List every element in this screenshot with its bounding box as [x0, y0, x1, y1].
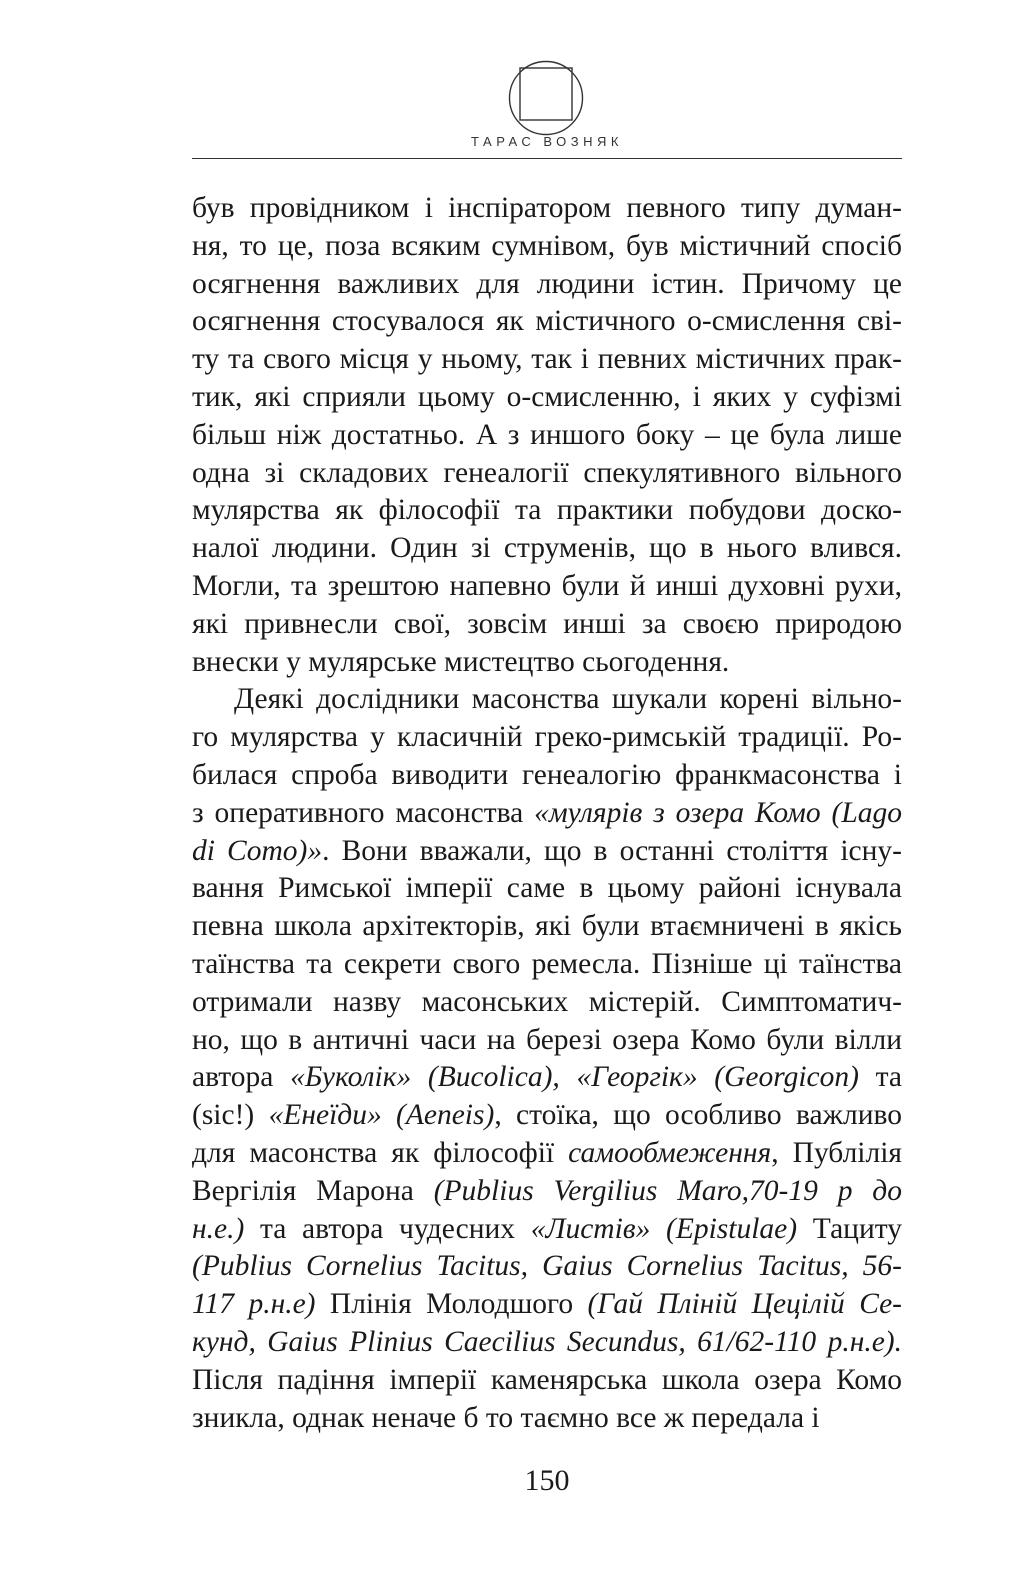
text-line: [192, 1097, 902, 1135]
italic-text-segment: «Буколік» (Bucolica), «Георгік» (Georgicon): [290, 1061, 859, 1094]
italic-text-segment: кунд, Gaius Plinius Caecilius Secundus, 61/62-110 р.н.е).: [192, 1325, 902, 1358]
text-segment: мулярства як філософії та практики побудови доско-: [192, 494, 902, 527]
italic-text-segment: di Como)»: [192, 834, 323, 867]
text-segment: осягнення важливих для людини істин. Причому це: [192, 267, 902, 300]
text-segment: внески у мулярське мистецтво сьогодення.: [192, 645, 730, 678]
text-segment: Деякі дослідники масонства шукали корені вільно-: [234, 683, 902, 716]
text-segment: та автора чудесних: [244, 1212, 531, 1245]
text-line: [192, 455, 902, 493]
text-segment: Після падіння імперії каменярська школа озера Комо: [192, 1363, 902, 1396]
page-number: 150: [524, 1464, 570, 1497]
text-line: [192, 1400, 902, 1438]
text-line: [192, 303, 902, 341]
text-line: [192, 757, 902, 795]
italic-text-segment: (Publius Cornelius Tacitus, Gaius Cornelius Tacitus, 56-: [192, 1250, 902, 1283]
text-segment: Плінія Молодшого: [315, 1288, 588, 1321]
text-line: [192, 1173, 902, 1211]
text-line: [192, 417, 902, 455]
text-line: [192, 946, 902, 984]
text-segment: та: [858, 1061, 902, 1094]
text-segment: налої людини. Один зі струменів, що в нього влився.: [192, 532, 902, 565]
text-segment: ня, то це, поза всяким сумнівом, був містичний спосіб: [192, 229, 902, 262]
text-segment: Вергілія Марона: [192, 1174, 434, 1207]
text-segment: билася спроба виводити генеалогію франкмасонства і: [192, 758, 902, 791]
text-line: [192, 228, 902, 266]
text-line: [192, 379, 902, 417]
text-segment: , стоїка, що особливо важливо: [494, 1099, 902, 1132]
text-segment: го мулярства у класичній греко-римській традиції. Ро-: [192, 721, 902, 754]
italic-text-segment: (Publius Vergilius Maro,70-19 р до: [433, 1174, 902, 1207]
text-line: [192, 530, 902, 568]
text-line: [192, 644, 902, 682]
text-line: [192, 1135, 902, 1173]
text-line: [192, 1022, 902, 1060]
italic-text-segment: «Енеїди» (Aeneis): [268, 1099, 495, 1132]
text-line: [192, 341, 902, 379]
text-segment: вання Римської імперії саме в цьому районі існувала: [192, 872, 902, 905]
italic-text-segment: н.е.): [192, 1212, 245, 1245]
text-line: [192, 719, 902, 757]
text-line: [192, 833, 902, 871]
italic-text-segment: «мулярів з озера Комо (Lago: [534, 796, 902, 829]
text-segment: но, що в античні часи на березі озера Комо були вілли: [192, 1023, 902, 1056]
text-line: [192, 681, 902, 719]
text-segment: таїнства та секрети свого ремесла. Пізніше ці таїнства: [192, 947, 902, 980]
italic-text-segment: «Листів» (Epistulae): [530, 1212, 798, 1245]
text-segment: , Публілія: [771, 1136, 902, 1169]
text-line: [192, 606, 902, 644]
text-segment: осягнення стосувалося як містичного о-смислення сві-: [192, 305, 902, 338]
text-line: [192, 870, 902, 908]
text-segment: . Вони вважали, що в останні століття існу-: [322, 834, 902, 867]
text-line: [192, 1286, 902, 1324]
text-segment: автора: [192, 1061, 291, 1094]
text-segment: для масонства як філософії: [192, 1136, 569, 1169]
header-rule: [192, 158, 902, 159]
text-line: [192, 190, 902, 228]
text-segment: був провідником і інспіратором певного типу думан-: [192, 192, 902, 224]
italic-text-segment: (Гай Пліній Цецілій Се-: [587, 1288, 902, 1321]
text-segment: певна школа архітекторів, які були втаємничені в якісь: [192, 910, 902, 943]
text-line: [192, 1211, 902, 1249]
text-line: [192, 1362, 902, 1400]
text-segment: Могли, та зрештою напевно були й инші духовні рухи,: [192, 569, 902, 602]
text-segment: Тациту: [797, 1212, 902, 1245]
text-line: [192, 1059, 902, 1097]
italic-text-segment: 117 р.н.е): [192, 1288, 316, 1321]
text-segment: зникла, однак неначе б то таємно все ж передала і: [192, 1401, 820, 1434]
text-line: [192, 795, 902, 833]
text-segment: одна зі складових генеалогії спекулятивного вільного: [192, 456, 902, 489]
text-segment: отримали назву масонських містерій. Симптоматич-: [192, 985, 902, 1018]
italic-text-segment: самообмеження: [568, 1136, 772, 1169]
text-line: [192, 568, 902, 606]
text-line: [192, 984, 902, 1022]
text-segment: з оперативного масонства: [192, 796, 535, 829]
text-segment: більш ніж достатньо. А з иншого боку – це була лише: [192, 418, 902, 451]
text-line: [192, 492, 902, 530]
text-segment: тик, які сприяли цьому о-смисленню, і яких у суфізмі: [192, 380, 902, 413]
running-head-author: ТАРАС ВОЗНЯК: [471, 134, 623, 149]
text-segment: ту та свого місця у ньому, так і певних містичних прак-: [192, 343, 902, 376]
circle-square-emblem-icon: [508, 60, 584, 136]
text-segment: які привнесли свої, зовсім инші за своєю природою: [192, 607, 902, 640]
text-line: [192, 1248, 902, 1286]
text-line: [192, 266, 902, 304]
text-line: [192, 1324, 902, 1362]
text-segment: (sic!): [192, 1099, 269, 1132]
text-line: [192, 908, 902, 946]
body-text: [192, 190, 902, 1437]
